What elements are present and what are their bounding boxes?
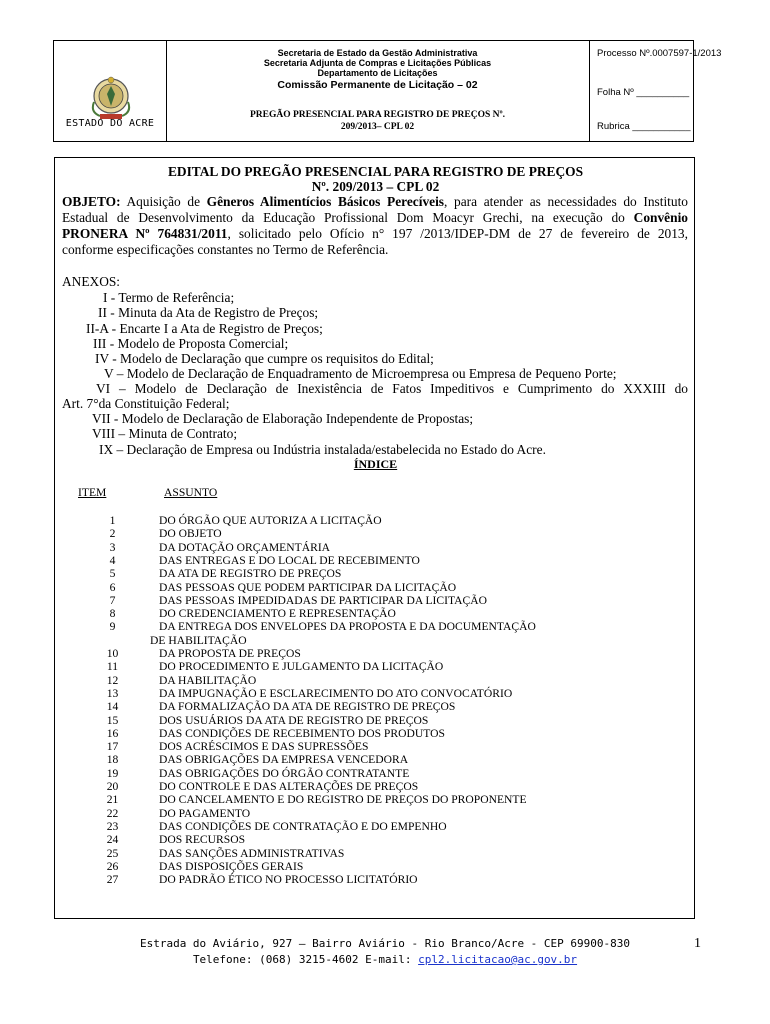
anexo-item: III - Modelo de Proposta Comercial;: [93, 336, 289, 351]
anexo-item: VIII – Minuta de Contrato;: [92, 426, 238, 441]
indice-item-subject: DAS PESSOAS QUE PODEM PARTICIPAR DA LICITAÇÃO: [159, 580, 457, 594]
anexo-item: VI – Modelo de Declaração de Inexistência de Fatos Impeditivos e Cumprimento do XXXIII do: [96, 381, 688, 396]
indice-item-number: 11: [106, 660, 119, 674]
state-crest-icon: [86, 74, 136, 124]
convenio-label: Convênio: [633, 210, 688, 225]
objeto-text-c: , para atender as necessidades do Instituto: [444, 194, 688, 209]
indice-item-subject: DO OBJETO: [159, 527, 222, 541]
anexo-item: IV - Modelo de Declaração que cumpre os requisitos do Edital;: [95, 351, 434, 366]
header-line-4: Comissão Permanente de Licitação – 02: [277, 79, 478, 91]
indice-item-number: 17: [106, 740, 119, 754]
indice-item-subject: DO ÓRGÃO QUE AUTORIZA A LICITAÇÃO: [159, 514, 382, 527]
header-line-3: Departamento de Licitações: [317, 68, 438, 78]
indice-item-number: 13: [106, 686, 119, 700]
objeto-line-2: [62, 210, 688, 225]
indice-item-number: 14: [106, 700, 119, 714]
indice-item-number: 7: [109, 593, 116, 607]
anexo-item: VII - Modelo de Declaração de Elaboração Independente de Propostas;: [92, 411, 474, 426]
folha-field: Folha Nº __________: [597, 87, 690, 98]
indice-item-number: 12: [106, 673, 119, 687]
indice-col-assunto: ASSUNTO: [164, 486, 218, 499]
indice-item-subject: DAS ENTREGAS E DO LOCAL DE RECEBIMENTO: [159, 553, 420, 567]
indice-item-number: 15: [106, 713, 119, 727]
anexo-item: I - Termo de Referência;: [103, 290, 235, 305]
indice-item-number: 19: [106, 766, 119, 780]
indice-item-subject: DO CONTROLE E DAS ALTERAÇÕES DE PREÇOS: [159, 780, 419, 793]
anexo-item: IX – Declaração de Empresa ou Indústria instalada/estabelecida no Estado do Acre.: [99, 442, 546, 457]
objeto-text-b: Gêneros Alimentícios Básicos Perecíveis: [206, 194, 445, 209]
indice-item-number: 8: [109, 607, 116, 621]
indice-item-number: 9: [109, 620, 116, 634]
page-number: 1: [694, 936, 701, 951]
anexo-item: V – Modelo de Declaração de Enquadramento de Microempresa ou Empresa de Pequeno Porte;: [104, 366, 617, 381]
pregao-line-1: PREGÃO PRESENCIAL PARA REGISTRO DE PREÇOS Nº.: [249, 110, 505, 120]
anexo-item: II-A - Encarte I a Ata de Registro de Preços;: [86, 321, 323, 336]
indice-item-subject: DAS SANÇÕES ADMINISTRATIVAS: [159, 846, 345, 860]
indice-item-subject: DA PROPOSTA DE PREÇOS: [159, 647, 301, 660]
state-name: ESTADO DO ACRE: [65, 118, 155, 129]
anexo-item: II - Minuta da Ata de Registro de Preços;: [98, 305, 319, 320]
indice-col-item: ITEM: [78, 486, 107, 499]
indice-item-subject: DA DOTAÇÃO ORÇAMENTÁRIA: [159, 540, 331, 554]
anexo-item-cont: Art. 7°da Constituição Federal;: [62, 396, 230, 411]
header-line-2: Secretaria Adjunta de Compras e Licitações Públicas: [263, 58, 492, 68]
indice-item-subject: DAS DISPOSIÇÕES GERAIS: [159, 859, 304, 873]
indice-item-subject: DA IMPUGNAÇÃO E ESCLARECIMENTO DO ATO CONVOCATÓRIO: [159, 686, 513, 700]
edital-title: EDITAL DO PREGÃO PRESENCIAL PARA REGISTRO DE PREÇOS: [167, 164, 584, 179]
header-line-1: Secretaria de Estado da Gestão Administrativa: [277, 48, 478, 58]
indice-item-subject: DO CREDENCIAMENTO E REPRESENTAÇÃO: [159, 607, 396, 621]
indice-item-subject: DA ATA DE REGISTRO DE PREÇOS: [159, 567, 342, 581]
objeto-line-3: [62, 226, 688, 241]
indice-item-subject: DOS RECURSOS: [159, 833, 246, 847]
processo-number: Processo Nº.0007597-1/2013: [597, 48, 722, 59]
indice-item-number: 3: [109, 540, 116, 554]
indice-item-number: 4: [109, 553, 116, 567]
indice-item-number: 2: [109, 527, 116, 541]
indice-item-subject: DAS OBRIGAÇÕES DA EMPRESA VENCEDORA: [159, 753, 409, 767]
indice-item-number: 6: [109, 580, 116, 594]
indice-item-number: 22: [106, 806, 119, 820]
indice-item-number: 24: [106, 833, 119, 847]
indice-item-subject: DAS OBRIGAÇÕES DO ÓRGÃO CONTRATANTE: [159, 766, 410, 780]
objeto-line-2-text: Estadual de Desenvolvimento da Educação Profissional Dom Moacyr Grechi, na execução do: [62, 210, 634, 225]
document-header: [53, 40, 722, 142]
footer-address: Estrada do Aviário, 927 – Bairro Aviário - Rio Branco/Acre - CEP 69900-830: [139, 937, 631, 950]
indice-item-subject: DO PAGAMENTO: [159, 806, 251, 820]
indice-item-number: 25: [106, 846, 119, 860]
email-link[interactable]: cpl2.licitacao@ac.gov.br: [418, 953, 578, 966]
indice-item-number: 1: [109, 514, 116, 527]
objeto-line-4: conforme especificações constantes no Termo de Referência.: [62, 242, 389, 257]
indice-item-subject: DO PADRÃO ÉTICO NO PROCESSO LICITATÓRIO: [159, 873, 418, 887]
header-center-cell: [166, 41, 590, 141]
indice-item-subject: DE HABILITAÇÃO: [150, 633, 247, 647]
indice-item-number: 23: [106, 819, 119, 833]
objeto-label: OBJETO:: [62, 194, 121, 209]
pregao-title: [166, 109, 589, 133]
rubrica-field: Rubrica ___________: [597, 121, 691, 132]
footer-contact: [0, 952, 770, 968]
indice-item-number: 16: [106, 726, 119, 740]
indice-item-subject: DA HABILITAÇÃO: [159, 673, 257, 687]
indice-item-number: 21: [106, 793, 119, 807]
indice-item-number: 10: [106, 647, 119, 660]
indice-item-subject: DAS CONDIÇÕES DE RECEBIMENTO DOS PRODUTOS: [159, 726, 445, 740]
edital-number: Nº. 209/2013 – CPL 02: [311, 179, 440, 194]
header-right-cell: [589, 41, 722, 141]
indice-item-subject: DAS PESSOAS IMPEDIDADAS DE PARTICIPAR DA LICITAÇÃO: [159, 593, 487, 607]
anexos-label: ANEXOS:: [62, 274, 121, 289]
indice-item-number: 5: [109, 567, 116, 581]
indice-title: ÍNDICE: [353, 457, 398, 471]
indice-item-subject: DOS USUÁRIOS DA ATA DE REGISTRO DE PREÇOS: [159, 713, 429, 727]
indice-item-subject: DA ENTREGA DOS ENVELOPES DA PROPOSTA E DA DOCUMENTAÇÃO: [159, 620, 536, 634]
footer-phone: Telefone: (068) 3215-4602 E-mail:: [192, 953, 419, 966]
indice-item-number: 26: [106, 859, 119, 873]
indice-item-subject: DA FORMALIZAÇÃO DA ATA DE REGISTRO DE PREÇOS: [159, 700, 456, 714]
indice-item-subject: DOS ACRÉSCIMOS E DAS SUPRESSÕES: [159, 740, 369, 754]
logo-cell: [54, 41, 167, 141]
objeto-line-3-text: , solicitado pelo Ofício n° 197 /2013/IDEP-DM de 27 de fevereiro de 2013,: [227, 226, 688, 241]
indice-item-number: 27: [106, 873, 119, 887]
objeto-line-1: [62, 194, 688, 209]
pregao-line-2: 209/2013– CPL 02: [340, 122, 415, 132]
indice-item-number: 20: [106, 780, 119, 793]
convenio-number: PRONERA Nº 764831/2011: [62, 226, 228, 241]
indice-item-subject: DO CANCELAMENTO E DO REGISTRO DE PREÇOS DO PROPONENTE: [159, 793, 527, 807]
edital-content-box: [54, 157, 695, 919]
indice-item-number: 18: [106, 753, 119, 767]
indice-item-subject: DAS CONDIÇÕES DE CONTRATAÇÃO E DO EMPENHO: [159, 819, 447, 833]
objeto-text-a: Aquisição de: [120, 194, 207, 209]
indice-item-subject: DO PROCEDIMENTO E JULGAMENTO DA LICITAÇÃO: [159, 660, 444, 674]
